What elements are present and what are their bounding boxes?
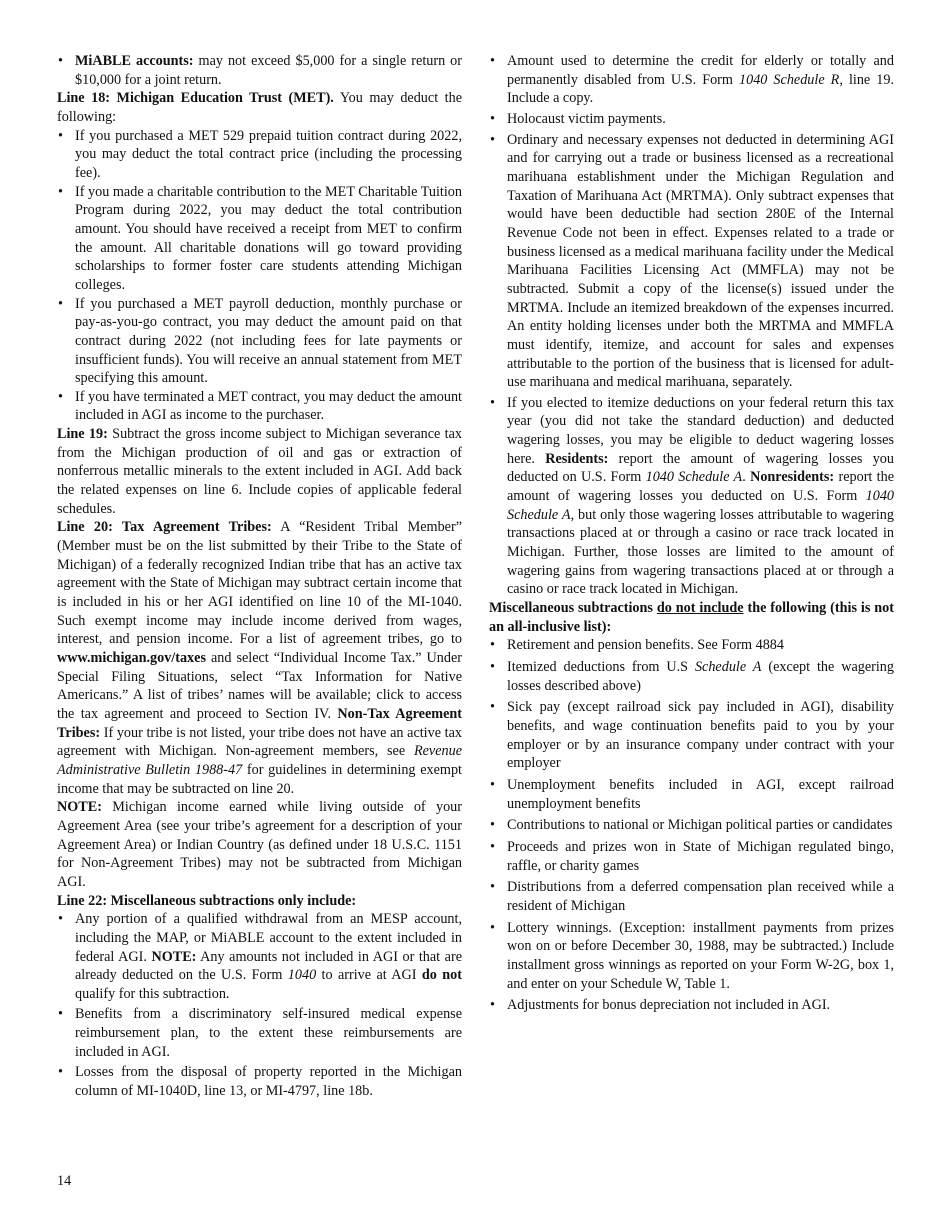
list-item: • Ordinary and necessary expenses not deducted in determining AGI and for carrying out a trade or business licensed as a recreational marihuana establishment under the Michigan Regulation and Taxation of Marihuana Act (MRTMA). Only subtract expenses that would have been deductible had section 280E of the Internal Revenue Code not been in effect. Expenses related to a trade or business licensed as a medical marihuana facility under the Medical Marihuana Facilities Licensing Act (MMFLA) may not be subtracted. Submit a copy of the license(s) issued under the MRTMA. Include an itemized breakdown of the expenses incurred. An entity holding licenses under both the MRTMA and MMFLA must identify, itemize, and account for sales and expenses attributable to the portion of the business that is licensed for adult-use marihuana and medical marihuana, separately.	[489, 131, 894, 392]
item-text: Itemized deductions from U.S	[507, 659, 695, 675]
note-label: NOTE:	[151, 948, 197, 965]
form-reference: 1040 Schedule A	[507, 488, 894, 523]
line20-text: A “Resident Tribal Member” (Member must be on the list submitted by their Tribe to the State of Michigan) of a federally recognized Indian tribe that has an active tax agreement with the State of Michigan may subtract certain income that is included in his or her AGI identified on line 10 of the MI-1040. Such exempt income may include income derived from wages, interest, and pension income. For a list of agreement tribes, go to	[57, 519, 462, 648]
item-text: Amount used to determine the credit for elderly or totally and permanently disabled from U.S. Form	[507, 53, 894, 88]
note-label: NOTE:	[57, 799, 102, 816]
page-number: 14	[57, 1173, 72, 1189]
item-text: Any amounts not included in AGI or that are already deducted on the U.S. Form	[75, 948, 462, 984]
miable-list	[57, 52, 462, 89]
right-column	[489, 52, 894, 1015]
item-text: If you elected to itemize deductions on your federal return this tax year (you did not take the standard deduction) and deducted wagering losses, you may be eligible to deduct wagering losses here.	[507, 394, 894, 467]
miable-text: may not exceed $5,000 for a single return or $10,000 for a joint return.	[75, 53, 462, 88]
form-reference: 1040 Schedule A	[645, 469, 743, 486]
item-text: .	[742, 469, 751, 486]
list-item	[57, 910, 462, 1003]
line18-intro: You may deduct the following:	[57, 90, 462, 125]
list-item: • If you have terminated a MET contract, you may deduct the amount included in AGI as income to the purchaser.	[57, 388, 462, 425]
form-reference: 1040	[287, 967, 317, 984]
heading-emphasis: do not include	[656, 600, 744, 617]
line18-heading: Line 18: Michigan Education Trust (MET).	[57, 90, 334, 107]
heading-text: Miscellaneous subtractions	[489, 600, 657, 617]
item-text: to arrive at AGI	[316, 967, 422, 984]
note-paragraph	[57, 798, 462, 891]
item-text: report the amount of wagering losses you deducted on U.S. Form	[507, 450, 894, 486]
list-item: • Contributions to national or Michigan political parties or candidates	[489, 816, 894, 835]
list-item	[57, 52, 462, 89]
form-reference: 1040 Schedule R,	[739, 71, 843, 88]
list-item	[489, 394, 894, 599]
line19-heading: Line 19:	[57, 426, 108, 443]
list-item: • If you made a charitable contribution to the MET Charitable Tuition Program during 2022, you may deduct the total contribution amount. You should have received a receipt from MET to confirm the amount. All charitable donations will go toward providing scholarships to former foster care students attending Michigan colleges.	[57, 183, 462, 295]
line19-text: Subtract the gross income subject to Michigan severance tax from the Michigan production of oil and gas or extraction of nonferrous metallic minerals to the extent included in AGI. Add back the related expenses on line 6. Include copies of applicable federal schedules.	[57, 426, 462, 517]
rab-reference: Revenue Administrative Bulletin 1988-47	[57, 743, 462, 778]
list-item	[489, 658, 894, 695]
heading-text: the following (this is not an all-inclusive list):	[489, 600, 895, 635]
list-item: • Adjustments for bonus depreciation not included in AGI.	[489, 996, 894, 1015]
line19-paragraph	[57, 425, 462, 518]
list-item: • Retirement and pension benefits. See Form 4884	[489, 636, 894, 655]
nonresidents-label: Nonresidents:	[750, 469, 835, 486]
line20-text: for guidelines in determining exempt income that may be subtracted on line 20.	[57, 761, 462, 797]
list-item: • Holocaust victim payments.	[489, 110, 894, 129]
note-text: Michigan income earned while living outside of your Agreement Area (see your tribe’s agreement for a description of your Agreement Area) or Indian Country (as defined under 18 U.S.C. 1151 for Non-Agreement Tribes) may not be subtracted from Michigan AGI.	[57, 799, 462, 890]
michigan-taxes-link[interactable]: www.michigan.gov/taxes	[57, 650, 206, 666]
item-text: (except the wagering losses described above)	[507, 659, 894, 694]
form-reference: Schedule A	[694, 659, 762, 675]
non-tax-agreement-label: Non-Tax Agreement Tribes:	[57, 705, 462, 741]
line22-list	[57, 910, 462, 1101]
line20-text: and select “Individual Income Tax.” Under Special Filing Situations, select “Tax Information for Native Americans.” A list of tribes’ names will be available; click to access the tax agreement and proceed to Section IV.	[57, 650, 462, 722]
emphasis: do not	[421, 967, 462, 984]
line20-heading: Line 20: Tax Agreement Tribes:	[57, 519, 272, 536]
list-item: • Benefits from a discriminatory self-insured medical expense reimbursement plan, to the extent these reimbursements are included in AGI.	[57, 1005, 462, 1061]
item-text: report the amount of wagering losses you deducted on U.S. Form	[507, 469, 894, 505]
item-text: Any portion of a qualified withdrawal from an MESP account, including the MAP, or MiABLE account to the extent included in federal AGI.	[75, 911, 462, 965]
list-item	[489, 52, 894, 108]
line22-list-continued	[489, 52, 894, 599]
list-item: • Lottery winnings. (Exception: installment payments from prizes won on or before December 30, 1988, may be subtracted.) Include installment gross winnings as reported on your Form W-2G, box 1, and enter on your Schedule W, Table 1.	[489, 919, 894, 994]
list-item: • Losses from the disposal of property reported in the Michigan column of MI-1040D, line 13, or MI-4797, line 18b.	[57, 1063, 462, 1100]
misc-exclusions-heading	[489, 599, 894, 636]
item-text: line 19. Include a copy.	[507, 71, 895, 107]
left-column	[57, 52, 462, 1101]
item-text: , but only those wagering losses attributable to wagering transactions placed at or through a casino or race track located in Michigan. Further, those losses are limited to the amount of wagering gains from wagering transactions placed at or through a casino or race track located in Michigan.	[507, 506, 894, 598]
residents-label: Residents:	[545, 450, 609, 467]
list-item: • Sick pay (except railroad sick pay included in AGI), disability benefits, and wage continuation benefits paid to you by your employer or by an insurance company under contract with your employer	[489, 698, 894, 773]
list-item: • If you purchased a MET payroll deduction, monthly purchase or pay-as-you-go contract, you may deduct the amount paid on that contract during 2022 (not including fees for late payments or insufficient funds). You will receive an annual statement from MET specifying this amount.	[57, 295, 462, 388]
miable-label: MiABLE accounts:	[75, 53, 194, 69]
list-item: • Unemployment benefits included in AGI, except railroad unemployment benefits	[489, 776, 894, 813]
line22-heading: Line 22: Miscellaneous subtractions only include:	[57, 892, 357, 909]
line20-text: If your tribe is not listed, your tribe does not have an active tax agreement with Michigan. Non-agreement members, see	[57, 724, 462, 760]
line20-paragraph	[57, 518, 462, 798]
item-text: qualify for this subtraction.	[75, 985, 230, 1002]
exclusions-list	[489, 636, 894, 1014]
line18-paragraph	[57, 89, 462, 126]
list-item: • Distributions from a deferred compensation plan received while a resident of Michigan	[489, 878, 894, 915]
line18-list	[57, 127, 462, 426]
list-item: • If you purchased a MET 529 prepaid tuition contract during 2022, you may deduct the total contract price (including the processing fee).	[57, 127, 462, 183]
list-item: • Proceeds and prizes won in State of Michigan regulated bingo, raffle, or charity games	[489, 838, 894, 875]
